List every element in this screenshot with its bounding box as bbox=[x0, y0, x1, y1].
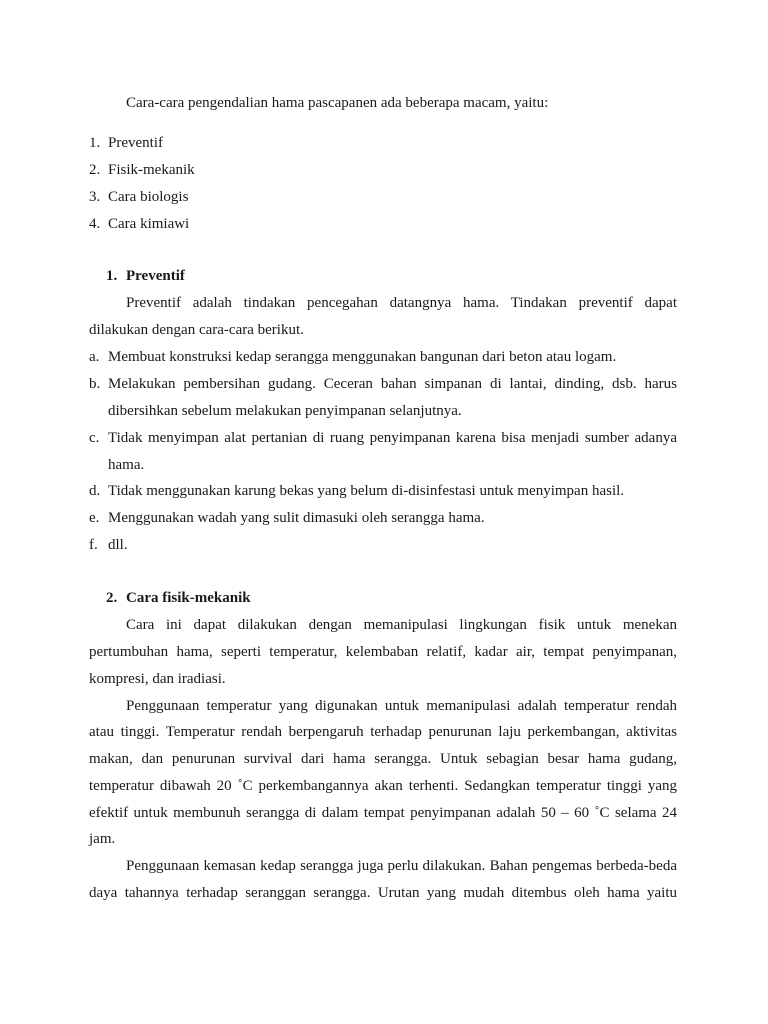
item-text: Membuat konstruksi kedap serangga menggunakan bangunan dari beton atau logam. bbox=[108, 349, 617, 365]
item-text: dibersihkan sebelum melakukan penyimpanan selanjutnya. bbox=[108, 403, 462, 419]
item-letter: a. bbox=[89, 349, 100, 365]
paragraph-line: temperatur dibawah 20 ˚C perkembangannya akan terhenti. Sedangkan temperatur tinggi yang bbox=[89, 778, 677, 794]
paragraph-line: Penggunaan temperatur yang digunakan untuk memanipulasi adalah temperatur rendah bbox=[126, 698, 677, 714]
list-number: 3. bbox=[89, 189, 101, 205]
item-text: Tidak menyimpan alat pertanian di ruang penyimpanan karena bisa menjadi sumber adanya bbox=[108, 430, 677, 446]
paragraph-line: Preventif adalah tindakan pencegahan datangnya hama. Tindakan preventif dapat bbox=[126, 295, 677, 311]
paragraph-line: kompresi, dan iradiasi. bbox=[89, 671, 226, 687]
section-heading: Preventif bbox=[126, 268, 185, 284]
section-number: 2. bbox=[106, 590, 118, 606]
paragraph-line: daya tahannya terhadap seranggan serangga. Urutan yang mudah ditembus oleh hama yaitu bbox=[89, 885, 677, 901]
intro-text: Cara-cara pengendalian hama pascapanen ada beberapa macam, yaitu: bbox=[126, 95, 549, 111]
item-text: Melakukan pembersihan gudang. Ceceran bahan simpanan di lantai, dinding, dsb. harus bbox=[108, 376, 677, 392]
item-letter: f. bbox=[89, 537, 98, 553]
item-text: Tidak menggunakan karung bekas yang belum di-disinfestasi untuk menyimpan hasil. bbox=[108, 483, 625, 499]
list-number: 2. bbox=[89, 162, 101, 178]
item-letter: c. bbox=[89, 430, 100, 446]
item-text: dll. bbox=[108, 537, 128, 553]
item-text: Menggunakan wadah yang sulit dimasuki oleh serangga hama. bbox=[108, 510, 485, 526]
section-number: 1. bbox=[106, 268, 118, 284]
paragraph-line: pertumbuhan hama, seperti temperatur, kelembaban relatif, kadar air, tempat penyimpanan, bbox=[89, 644, 677, 660]
paragraph-line: makan, dan penurunan survival dari hama serangga. Untuk sebagian besar hama gudang, bbox=[89, 751, 677, 767]
list-item: Preventif bbox=[108, 135, 163, 151]
list-item: Cara kimiawi bbox=[108, 216, 190, 232]
item-letter: e. bbox=[89, 510, 100, 526]
list-item: Cara biologis bbox=[108, 189, 189, 205]
paragraph-line: dilakukan dengan cara-cara berikut. bbox=[89, 322, 304, 338]
list-number: 4. bbox=[89, 216, 101, 232]
paragraph-line: Cara ini dapat dilakukan dengan memanipulasi lingkungan fisik untuk menekan bbox=[126, 617, 677, 633]
list-number: 1. bbox=[89, 135, 101, 151]
paragraph-line: Penggunaan kemasan kedap serangga juga perlu dilakukan. Bahan pengemas berbeda-beda bbox=[126, 858, 677, 874]
item-letter: b. bbox=[89, 376, 101, 392]
item-letter: d. bbox=[89, 483, 101, 499]
list-item: Fisik-mekanik bbox=[108, 162, 195, 178]
paragraph-line: efektif untuk membunuh serangga di dalam tempat penyimpanan adalah 50 – 60 ˚C selama 24 bbox=[89, 805, 677, 821]
item-text: hama. bbox=[108, 457, 145, 473]
paragraph-line: atau tinggi. Temperatur rendah berpengaruh terhadap penurunan laju perkembangan, aktivitas bbox=[89, 724, 677, 740]
paragraph-line: jam. bbox=[89, 831, 116, 847]
section-heading: Cara fisik-mekanik bbox=[126, 590, 251, 606]
